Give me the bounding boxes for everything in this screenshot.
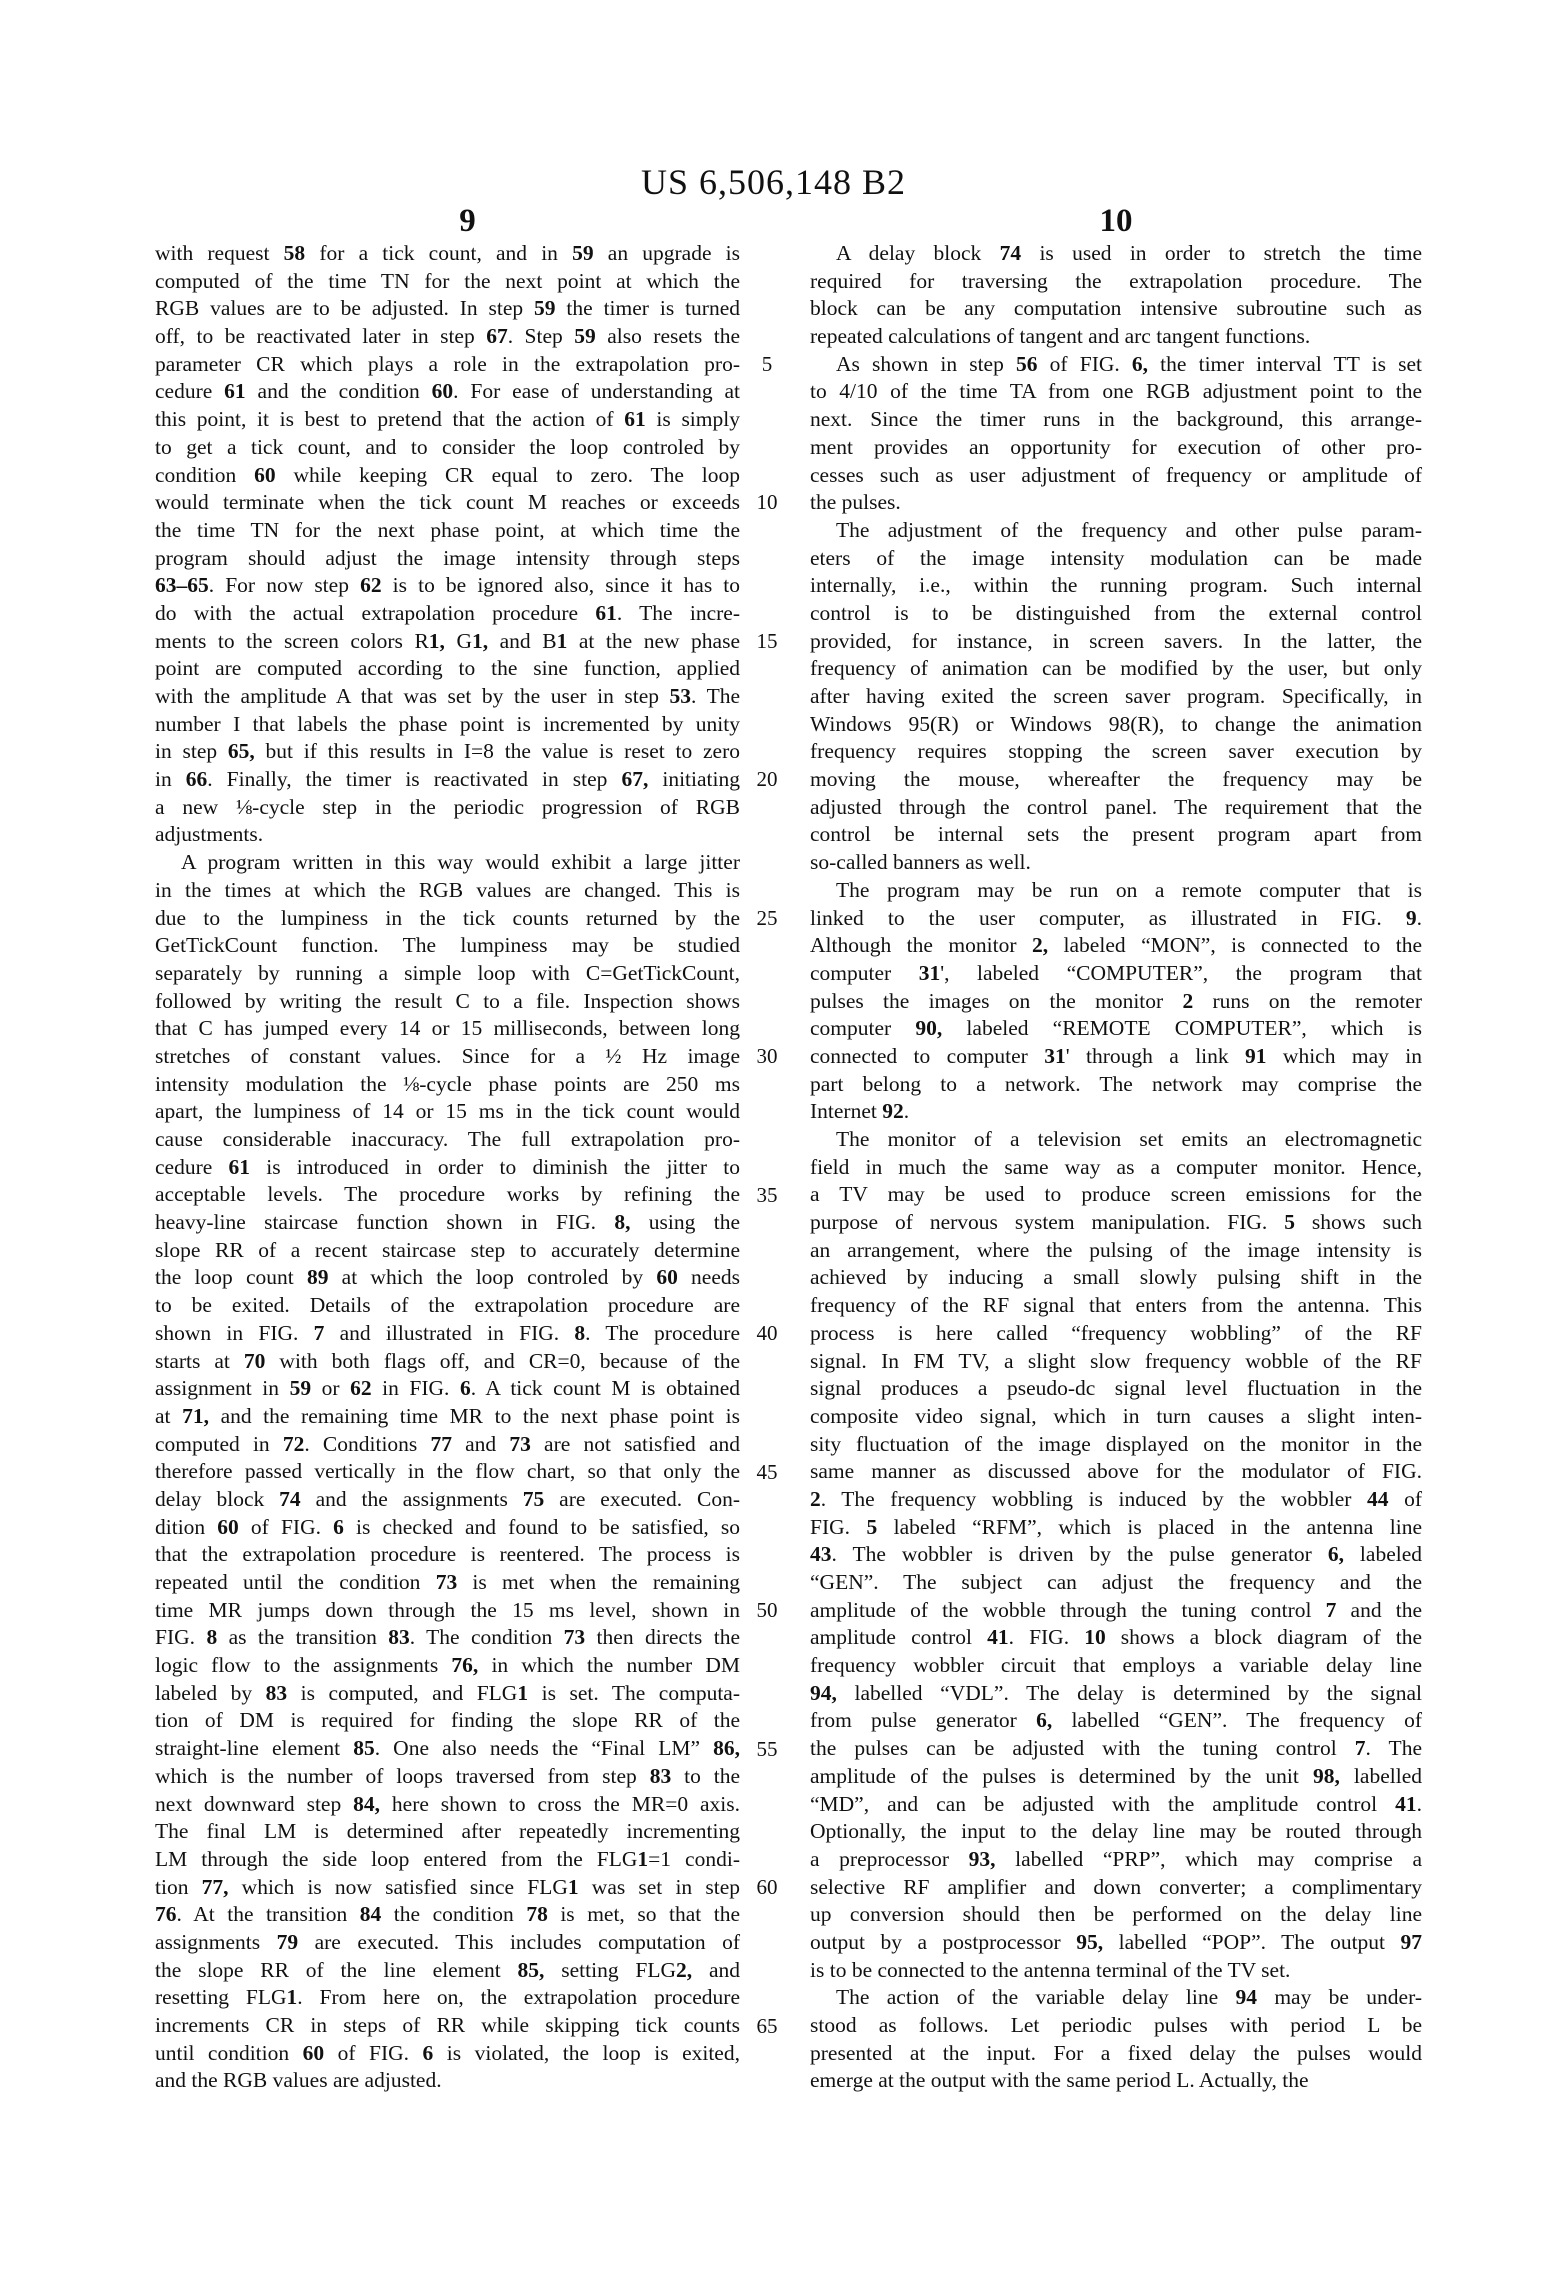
text-line: The adjustment of the frequency and other pulse param- [836, 517, 1422, 542]
text-line: moving the mouse, whereafter the frequency may be [810, 767, 1422, 792]
text-line: computed in 72. Conditions 77 and 73 are not satisfied and [155, 1431, 740, 1456]
text-line: do with the actual extrapolation procedure 61. The incre- [155, 600, 740, 625]
text-line: so-called banners as well. [810, 850, 1031, 875]
text-line: stood as follows. Let periodic pulses with period L be [810, 2013, 1422, 2037]
text-line: condition 60 while keeping CR equal to zero. The loop [155, 462, 740, 487]
text-line: computer 90, labeled “REMOTE COMPUTER”, which is [810, 1016, 1422, 1041]
gutter-line-number: 20 [756, 767, 778, 792]
text-line: the pulses. [810, 490, 901, 515]
text-line: parameter CR which plays a role in the extrapolation pro- [155, 351, 740, 376]
text-line: A delay block 74 is used in order to stretch the time [836, 241, 1422, 265]
right-text-column [810, 240, 1422, 2095]
text-line: control is to be distinguished from the external control [810, 600, 1422, 625]
text-line: is to be connected to the antenna terminal of the TV set. [810, 1957, 1291, 1982]
gutter-line-number: 35 [756, 1182, 778, 1207]
text-line: stretches of constant values. Since for a ½ Hz image [155, 1043, 740, 1068]
text-line: sity fluctuation of the image displayed on the monitor in the [810, 1431, 1422, 1456]
gutter-line-number: 25 [756, 905, 778, 930]
text-line: adjustments. [155, 822, 264, 847]
text-line: that the extrapolation procedure is reentered. The process is [155, 1542, 740, 1567]
gutter-line-number: 65 [756, 2013, 778, 2038]
text-line: composite video signal, which in turn causes a slight inten- [810, 1403, 1422, 1428]
text-line: frequency requires stopping the screen saver execution by [810, 739, 1422, 764]
text-line: The action of the variable delay line 94 may be under- [836, 1985, 1422, 2010]
text-line: ment provides an opportunity for execution of other pro- [810, 434, 1422, 459]
gutter-line-number: 10 [756, 490, 778, 515]
text-line: “MD”, and can be adjusted with the amplitude control 41. [810, 1791, 1422, 1816]
gutter-line-number: 60 [756, 1875, 778, 1900]
text-line: after having exited the screen saver program. Specifically, in [810, 684, 1422, 708]
text-line: internally, i.e., within the running program. Such internal [810, 573, 1422, 598]
text-line: which is the number of loops traversed from step 83 to the [155, 1763, 740, 1788]
text-line: increments CR in steps of RR while skipping tick counts [155, 2013, 740, 2037]
text-line: slope RR of a recent staircase step to accurately determine [155, 1237, 740, 1262]
text-line: apart, the lumpiness of 14 or 15 ms in the tick count would [155, 1099, 740, 1124]
text-line: eters of the image intensity modulation can be made [810, 545, 1422, 570]
text-line: linked to the user computer, as illustrated in FIG. 9. [810, 905, 1422, 930]
patent-number-header: US 6,506,148 B2 [640, 162, 907, 202]
text-line: frequency of animation can be modified by the user, but only [810, 656, 1422, 681]
text-line: frequency of the RF signal that enters from the antenna. This [810, 1293, 1422, 1318]
text-line: a preprocessor 93, labelled “PRP”, which may comprise a [810, 1846, 1422, 1871]
text-line: control be internal sets the present program apart from [810, 822, 1422, 847]
text-line: 63–65. For now step 62 is to be ignored also, since it has to [155, 573, 741, 598]
text-line: point are computed according to the sine function, applied [155, 656, 740, 681]
gutter-line-number: 40 [756, 1321, 778, 1346]
text-line: amplitude control 41. FIG. 10 shows a block diagram of the [810, 1625, 1422, 1650]
text-line: computed of the time TN for the next point at which the [155, 268, 740, 293]
text-line: 2. The frequency wobbling is induced by the wobbler 44 of [810, 1486, 1422, 1511]
text-line: a TV may be used to produce screen emissions for the [810, 1182, 1422, 1207]
text-line: The program may be run on a remote computer that is [836, 877, 1422, 902]
text-line: program should adjust the image intensity through steps [155, 545, 740, 570]
gutter-line-number: 15 [756, 628, 778, 653]
text-line: labeled by 83 is computed, and FLG1 is set. The computa- [155, 1680, 740, 1705]
text-line: a new ⅛-cycle step in the periodic progression of RGB [155, 794, 740, 819]
text-line: up conversion should then be performed on the delay line [810, 1902, 1422, 1927]
text-line: the pulses can be adjusted with the tuning control 7. The [810, 1736, 1422, 1761]
text-line: LM through the side loop entered from the FLG1=1 condi- [155, 1846, 740, 1871]
gutter-line-number: 30 [756, 1044, 778, 1069]
text-line: signal. In FM TV, a slight slow frequency wobble of the RF [810, 1348, 1422, 1373]
text-line: GetTickCount function. The lumpiness may be studied [155, 933, 740, 958]
text-line: to get a tick count, and to consider the loop controled by [155, 434, 740, 459]
text-line: heavy-line staircase function shown in FIG. 8, using the [155, 1210, 741, 1235]
text-line: pulses the images on the monitor 2 runs on the remoter [810, 988, 1422, 1013]
text-line: selective RF amplifier and down converter; a complimentary [810, 1874, 1422, 1899]
text-line: cesses such as user adjustment of frequency or amplitude of [810, 462, 1422, 487]
text-line: separately by running a simple loop with C=GetTickCount, [155, 960, 740, 985]
text-line: repeated calculations of tangent and arc tangent functions. [810, 324, 1311, 349]
text-line: cause considerable inaccuracy. The full extrapolation pro- [155, 1127, 740, 1151]
text-line: emerge at the output with the same period L. Actually, the [810, 2068, 1309, 2093]
text-line: FIG. 5 labeled “RFM”, which is placed in the antenna line [810, 1514, 1423, 1539]
text-line: would terminate when the tick count M reaches or exceeds [155, 490, 740, 515]
text-line: computer 31', labeled “COMPUTER”, the program that [810, 960, 1422, 985]
text-line: The monitor of a television set emits an electromagnetic [836, 1127, 1422, 1151]
text-line: Windows 95(R) or Windows 98(R), to change the animation [810, 711, 1422, 736]
text-line: next downward step 84, here shown to cross the MR=0 axis. [155, 1791, 740, 1816]
text-line: the time TN for the next phase point, at which time the [155, 517, 740, 542]
text-line: 43. The wobbler is driven by the pulse generator 6, labeled [810, 1542, 1422, 1567]
text-line: due to the lumpiness in the tick counts returned by the [155, 905, 740, 930]
text-line: Although the monitor 2, labeled “MON”, is connected to the [810, 933, 1422, 958]
text-line: that C has jumped every 14 or 15 milliseconds, between long [155, 1016, 740, 1041]
text-line: shown in FIG. 7 and illustrated in FIG. 8. The procedure [155, 1320, 740, 1345]
text-line: 76. At the transition 84 the condition 78 is met, so that the [155, 1902, 741, 1927]
text-line: acceptable levels. The procedure works by refining the [155, 1182, 740, 1207]
text-line: RGB values are to be adjusted. In step 59 the timer is turned [155, 296, 740, 321]
text-line: signal produces a pseudo-dc signal level fluctuation in the [810, 1376, 1422, 1401]
text-line: FIG. 8 as the transition 83. The condition 73 then directs the [155, 1625, 740, 1650]
text-line: followed by writing the result C to a file. Inspection shows [155, 988, 740, 1013]
text-line: block can be any computation intensive subroutine such as [810, 296, 1422, 321]
gutter-line-number: 45 [756, 1459, 778, 1484]
left-text-column [155, 240, 740, 2095]
text-line: straight-line element 85. One also needs the “Final LM” 86, [155, 1736, 741, 1761]
gutter-line-number: 5 [761, 351, 773, 376]
text-line: required for traversing the extrapolation procedure. The [810, 268, 1422, 293]
text-line: “GEN”. The subject can adjust the frequency and the [810, 1570, 1422, 1594]
text-line: part belong to a network. The network may comprise the [810, 1071, 1422, 1096]
text-line: resetting FLG1. From here on, the extrapolation procedure [155, 1985, 740, 2010]
text-line: in 66. Finally, the timer is reactivated in step 67, initiating [155, 767, 740, 792]
text-line: in the times at which the RGB values are changed. This is [155, 877, 740, 902]
text-line: logic flow to the assignments 76, in which the number DM [155, 1653, 740, 1678]
text-line: field in much the same way as a computer monitor. Hence, [810, 1154, 1422, 1179]
text-line: at 71, and the remaining time MR to the next phase point is [155, 1403, 740, 1428]
text-line: purpose of nervous system manipulation. FIG. 5 shows such [810, 1210, 1423, 1235]
text-line: number I that labels the phase point is incremented by unity [155, 711, 740, 736]
line-number-gutter [738, 240, 796, 2116]
text-line: assignment in 59 or 62 in FIG. 6. A tick count M is obtained [155, 1376, 740, 1401]
text-line: output by a postprocessor 95, labelled “POP”. The output 97 [810, 1929, 1423, 1954]
text-line: repeated until the condition 73 is met when the remaining [155, 1570, 740, 1594]
text-line: cedure 61 and the condition 60. For ease of understanding at [155, 379, 740, 404]
text-line: next. Since the timer runs in the background, this arrange- [810, 407, 1422, 432]
text-line: assignments 79 are executed. This includes computation of [155, 1929, 740, 1954]
text-line: presented at the input. For a fixed delay the pulses would [810, 2040, 1422, 2065]
text-line: delay block 74 and the assignments 75 are executed. Con- [155, 1486, 740, 1511]
text-line: frequency wobbler circuit that employs a variable delay line [810, 1653, 1422, 1678]
text-line: the loop count 89 at which the loop controled by 60 needs [155, 1265, 740, 1290]
text-line: until condition 60 of FIG. 6 is violated, the loop is exited, [155, 2040, 740, 2065]
text-line: dition 60 of FIG. 6 is checked and found to be satisfied, so [155, 1514, 740, 1539]
text-line: to 4/10 of the time TA from one RGB adjustment point to the [810, 379, 1422, 404]
text-line: an arrangement, where the pulsing of the image intensity is [810, 1237, 1422, 1262]
text-line: from pulse generator 6, labelled “GEN”. The frequency of [810, 1708, 1422, 1733]
text-line: in step 65, but if this results in I=8 the value is reset to zero [155, 739, 740, 764]
text-line: tion 77, which is now satisfied since FLG1 was set in step [155, 1874, 740, 1899]
text-line: adjusted through the control panel. The requirement that the [810, 794, 1422, 819]
text-line: intensity modulation the ⅛-cycle phase points are 250 ms [155, 1071, 740, 1096]
text-line: same manner as discussed above for the modulator of FIG. [810, 1459, 1422, 1484]
text-line: amplitude of the pulses is determined by the unit 98, labelled [810, 1763, 1422, 1788]
text-line: therefore passed vertically in the flow chart, so that only the [155, 1459, 740, 1484]
text-line: amplitude of the wobble through the tuning control 7 and the [810, 1597, 1422, 1622]
right-column-number: 10 [1099, 203, 1133, 239]
left-column-number: 9 [459, 203, 476, 239]
text-line: with the amplitude A that was set by the user in step 53. The [155, 684, 740, 708]
gutter-line-number: 55 [756, 1736, 778, 1761]
text-line: tion of DM is required for finding the slope RR of the [155, 1708, 740, 1733]
text-line: to be exited. Details of the extrapolation procedure are [155, 1293, 740, 1318]
text-line: achieved by inducing a small slowly pulsing shift in the [810, 1265, 1422, 1290]
text-line: off, to be reactivated later in step 67. Step 59 also resets the [155, 324, 740, 349]
text-line: process is here called “frequency wobbling” of the RF [810, 1320, 1422, 1345]
text-line: connected to computer 31' through a link 91 which may in [810, 1043, 1422, 1068]
text-line: cedure 61 is introduced in order to diminish the jitter to [155, 1154, 740, 1179]
text-line: time MR jumps down through the 15 ms level, shown in [155, 1597, 740, 1622]
text-line: ments to the screen colors R1, G1, and B1 at the new phase [155, 628, 740, 653]
text-line: A program written in this way would exhibit a large jitter [181, 850, 740, 875]
text-line: this point, it is best to pretend that the action of 61 is simply [155, 407, 740, 432]
text-line: provided, for instance, in screen savers. In the latter, the [810, 628, 1422, 653]
text-line: with request 58 for a tick count, and in 59 an upgrade is [155, 241, 740, 265]
text-line: starts at 70 with both flags off, and CR=0, because of the [155, 1348, 740, 1373]
text-line: the slope RR of the line element 85, setting FLG2, and [155, 1957, 741, 1982]
text-line: Internet 92. [810, 1099, 910, 1124]
text-line: 94, labelled “VDL”. The delay is determined by the signal [810, 1680, 1422, 1705]
text-line: The final LM is determined after repeatedly incrementing [155, 1819, 740, 1844]
text-line: As shown in step 56 of FIG. 6, the timer interval TT is set [836, 351, 1422, 376]
gutter-line-number: 50 [756, 1598, 778, 1623]
text-line: Optionally, the input to the delay line may be routed through [810, 1819, 1422, 1844]
text-line: and the RGB values are adjusted. [155, 2068, 442, 2093]
